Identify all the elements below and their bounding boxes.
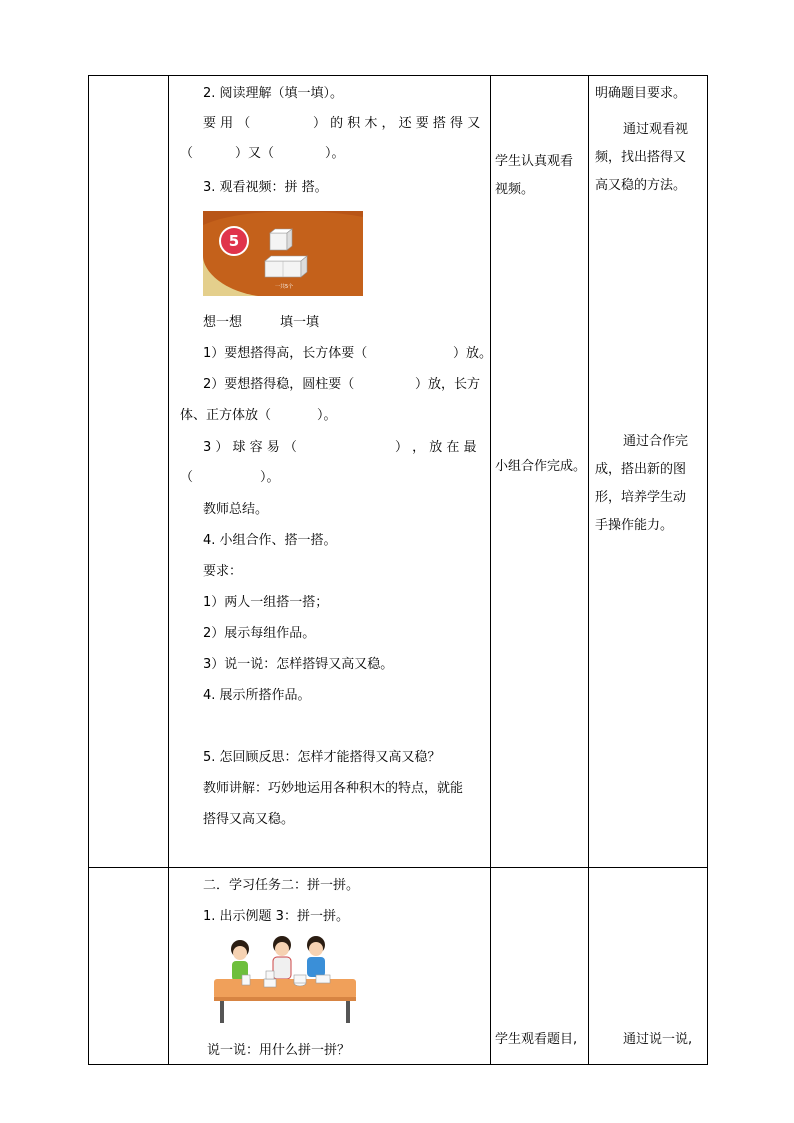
teacher-summary: 教师总结。 [203, 502, 269, 517]
intent-3: 通过说一说, [623, 1032, 693, 1047]
item-show: 4. 展示所搭作品。 [203, 688, 311, 703]
question-3: 3 ） 球 容 易 （ ） ， 放 在 最 [203, 440, 477, 455]
video-caption: 一共5个 [275, 284, 294, 290]
question-3-cont: （ ）。 [180, 470, 280, 485]
fill-line: （ ）又（ ）。 [180, 146, 345, 161]
think-label: 想一想 [203, 315, 243, 330]
lesson-table [88, 75, 708, 1065]
task-two-heading: 二．学习任务二：拼一拼。 [203, 878, 360, 893]
requirements-label: 要求： [203, 564, 243, 579]
question-2-cont: 体、正方体放（ ）。 [180, 408, 337, 423]
student-activity-3: 学生观看题目, [495, 1032, 578, 1047]
say-prompt: 说一说：用什么拼一拼？ [207, 1043, 351, 1058]
requirement-3: 3）说一说：怎样搭锝又高又稳。 [203, 657, 394, 672]
teacher-explain: 教师讲解：巧妙地运用各种积木的特点，就能 [203, 781, 464, 796]
video-badge-number: 5 [228, 232, 240, 250]
fill-line: 要 用 （ ） 的 积 木 ， 还 要 搭 得 又 [203, 116, 481, 131]
teacher-explain-cont: 搭得又高又稳。 [203, 812, 295, 827]
item-reading: 2. 阅读理解（填一填）。 [203, 86, 344, 101]
video-thumbnail[interactable] [203, 211, 363, 296]
intent-line: 明确题目要求。 [595, 86, 687, 101]
intent-1: 通过观看视 频，找出搭得又 高又稳的方法。 [595, 122, 689, 193]
requirement-1: 1）两人一组搭一搭； [203, 595, 329, 610]
fill-label: 填一填 [280, 315, 320, 330]
question-2: 2）要想搭得稳，圆柱要（ ）放，长方 [203, 377, 481, 392]
col-divider [588, 76, 589, 1064]
item-reflect: 5. 怎回顾反思：怎样才能搭得又高又稳？ [203, 750, 441, 765]
requirement-2: 2）展示每组作品。 [203, 626, 316, 641]
item-group: 4. 小组合作、搭一搭。 [203, 533, 337, 548]
student-activity-2: 小组合作完成。 [495, 459, 587, 474]
col-divider [490, 76, 491, 1064]
item-video: 3. 观看视频：拼 搭。 [203, 180, 328, 195]
question-1: 1）要想搭得高，长方体要（ ）放。 [203, 346, 493, 361]
example-3: 1. 出示例题 3：拼一拼。 [203, 909, 349, 924]
intent-2: 通过合作完 成，搭出新的图 形，培养学生动 手操作能力。 [595, 434, 689, 533]
row-divider [89, 867, 707, 868]
children-illustration [210, 935, 360, 1025]
col-divider [168, 76, 169, 1064]
student-activity-1: 学生认真观看 视频。 [495, 154, 574, 197]
